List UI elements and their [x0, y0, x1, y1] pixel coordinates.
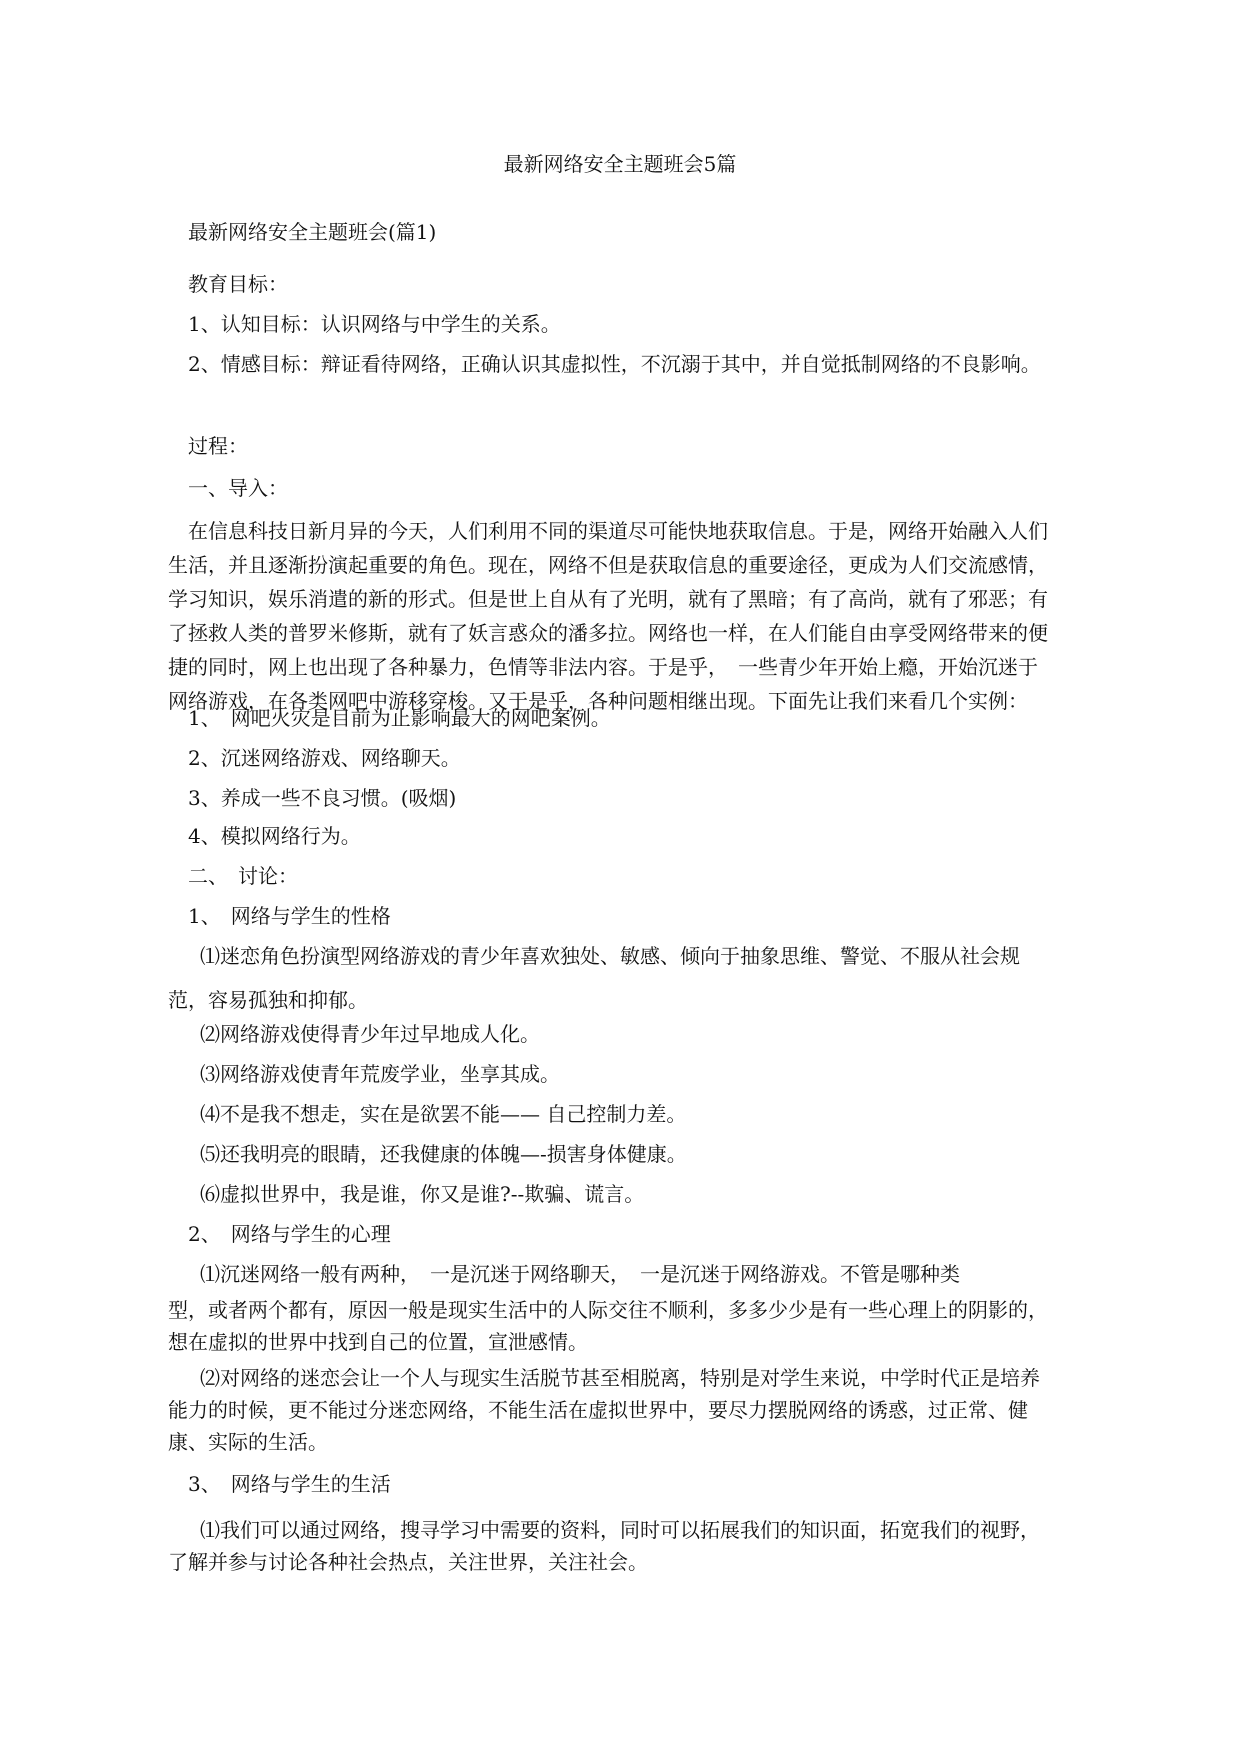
process-heading: 过程：: [188, 434, 248, 458]
example-item-1: 1、 网吧火灾是目前为止影响最大的网吧案例。: [188, 706, 611, 730]
topic-1-item-5: ⑸还我明亮的眼睛，还我健康的体魄—-损害身体健康。: [200, 1142, 687, 1166]
topic-1-item-2: ⑵网络游戏使得青少年过早地成人化。: [200, 1022, 540, 1046]
example-item-3: 3、养成一些不良习惯。(吸烟): [188, 786, 457, 810]
document-title: 最新网络安全主题班会5篇: [503, 152, 737, 176]
topic-1-item-3: ⑶网络游戏使青年荒废学业，坐享其成。: [200, 1062, 560, 1086]
topic-3-item-1: ⑴我们可以通过网络，搜寻学习中需要的资料，同时可以拓展我们的知识面，拓宽我们的视野，了解并参与讨论各种社会热点，关注世界，关注社会。: [168, 1518, 1040, 1574]
goal-item-2: [188, 342, 1052, 386]
topic-1-item-1: ⑴迷恋角色扮演型网络游戏的青少年喜欢独处、敏感、倾向于抽象思维、警觉、不服从社会规范，容易孤独和抑郁。: [168, 944, 1020, 1012]
goals-heading: 教育目标：: [188, 272, 288, 296]
discussion-heading: 二、 讨论：: [188, 864, 298, 888]
intro-paragraph: 在信息科技日新月异的今天，人们利用不同的渠道尽可能快地获取信息。于是，网络开始融入人们生活，并且逐渐扮演起重要的角色。现在，网络不但是获取信息的重要途径，更成为人们交流感情，学习知识，娱乐消遣的新的形式。但是世上自从有了光明，就有了黑暗；有了高尚，就有了邪恶；有了拯救人类的普罗米修斯，就有了妖言惑众的潘多拉。网络也一样，在人们能自由享受网络带来的便捷的同时，网上也出现了各种暴力，色情等非法内容。于是乎， 一些青少年开始上瘾，开始沉迷于网络游戏，在各类网吧中游移穿梭。又于是乎，各种问题相继出现。下面先让我们来看几个实例：: [168, 519, 1048, 713]
topic-2-item-2: ⑵对网络的迷恋会让一个人与现实生活脱节甚至相脱离，特别是对学生来说，中学时代正是培养能力的时候，更不能过分迷恋网络，不能生活在虚拟世界中，要尽力摆脱网络的诱惑，过正常、健康、实际的生活。: [168, 1366, 1040, 1454]
topic-2-item-1-first-line: ⑴沉迷网络一般有两种， 一是沉迷于网络聊天， 一是沉迷于网络游戏。不管是哪种类: [200, 1262, 960, 1286]
topic-2-item-1-rest: 型，或者两个都有，原因一般是现实生活中的人际交往不顺利，多多少少是有一些心理上的阴影的，想在虚拟的世界中找到自己的位置，宣泄感情。: [168, 1298, 1048, 1354]
goal-item-1: 1、认知目标：认识网络与中学生的关系。: [188, 312, 561, 336]
topic-1-item-4: ⑷不是我不想走，实在是欲罢不能—— 自己控制力差。: [200, 1102, 687, 1126]
topic-3-heading: 3、 网络与学生的生活: [188, 1472, 391, 1496]
section-heading: 最新网络安全主题班会(篇1): [188, 220, 437, 244]
topic-2-heading: 2、 网络与学生的心理: [188, 1222, 391, 1246]
example-item-4: 4、模拟网络行为。: [188, 824, 361, 848]
topic-1-heading: 1、 网络与学生的性格: [188, 904, 391, 928]
goal-item-2-text: 2、情感目标：辩证看待网络，正确认识其虚拟性，不沉溺于其中，并自觉抵制网络的不良影响。: [188, 352, 1041, 376]
topic-1-item-6: ⑹虚拟世界中，我是谁，你又是谁?--欺骗、谎言。: [200, 1182, 645, 1206]
example-item-2: 2、沉迷网络游戏、网络聊天。: [188, 746, 461, 770]
intro-heading: 一、导入：: [188, 476, 288, 500]
